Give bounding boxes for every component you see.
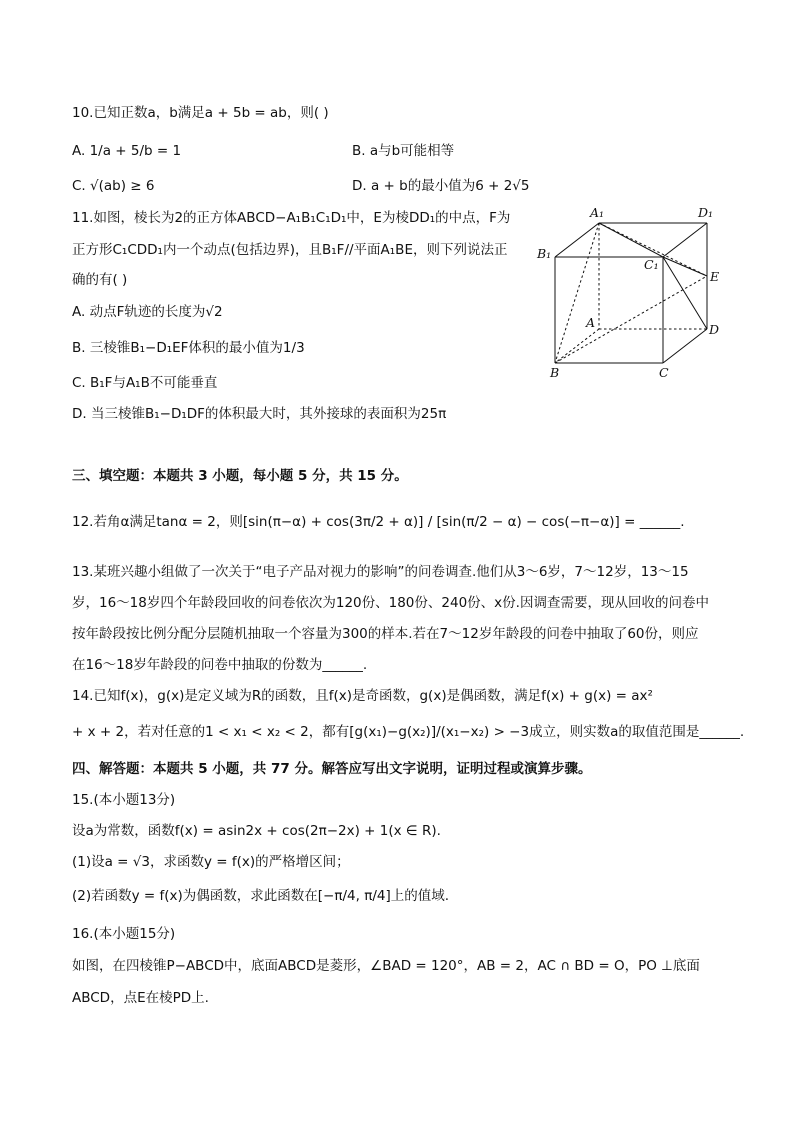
q14-line2: + x + 2，若对任意的1 < x₁ < x₂ < 2，都有[g(x₁)−g(x₂)]/(x₁−x₂) > −3成立，则实数a的取值范围是______. [72,724,745,740]
q13-line1: 13.某班兴趣小组做了一次关于“电子产品对视力的影响”的问卷调查.他们从3～6岁，7～12岁，13～15 [72,564,689,580]
q15-part2: (2)若函数y = f(x)为偶函数，求此函数在[−π/4, π/4]上的值域. [72,888,450,904]
q11-option-d: D. 当三棱锥B₁−D₁DF的体积最大时，其外接球的表面积为25π [72,406,447,422]
cube-figure [530,200,730,385]
q10-stem: 10.已知正数a，b满足a + 5b = ab，则( ) [72,105,329,121]
q16-stem-line2: ABCD，点E在棱PD上. [72,990,209,1006]
q10-option-c: C. √(ab) ≥ 6 [72,178,155,194]
edge-c-d [663,329,707,363]
q16-heading: 16.(本小题15分) [72,926,176,942]
q11-stem-line3: 确的有( ) [72,272,128,288]
q15-stem: 设a为常数，函数f(x) = asin2x + cos(2π−2x) + 1(x ∈ R). [72,823,441,839]
q10-option-a: A. 1/a + 5/b = 1 [72,143,182,159]
label-a: A [586,315,596,330]
section-fill-in-heading: 三、填空题：本题共 3 小题，每小题 5 分，共 15 分。 [72,468,408,484]
q10-option-d: D. a + b的最小值为6 + 2√5 [352,178,530,194]
q13-line4: 在16～18岁年龄段的问卷中抽取的份数为______. [72,657,368,673]
q14-line1: 14.已知f(x)，g(x)是定义域为R的函数，且f(x)是奇函数，g(x)是偶函数，满足f(x) + g(x) = ax² [72,688,653,704]
label-c: C [659,365,669,380]
segment-c1-d [663,257,707,329]
q10-option-b: B. a与b可能相等 [352,143,455,159]
q15-part1: (1)设a = √3，求函数y = f(x)的严格增区间； [72,854,350,870]
q11-option-c: C. B₁F与A₁B不可能垂直 [72,375,218,391]
edge-c1-d1 [663,223,707,257]
label-b: B [550,365,560,380]
label-b1: B₁ [537,246,552,261]
q11-stem-line2: 正方形C₁CDD₁内一个动点(包括边界)，且B₁F//平面A₁BE，则下列说法正 [72,242,508,258]
label-d1: D₁ [698,205,714,220]
q15-heading: 15.(本小题13分) [72,792,176,808]
section-solution-heading: 四、解答题：本题共 5 小题，共 77 分。解答应写出文字说明，证明过程或演算步骤。 [72,761,592,777]
edge-b1-a1 [555,223,599,257]
label-a1: A₁ [590,205,605,220]
q13-line2: 岁，16～18岁四个年龄段回收的问卷依次为120份、180份、240份、x份.因调查需要，现从回收的问卷中 [72,595,709,611]
q11-stem-line1: 11.如图，棱长为2的正方体ABCD−A₁B₁C₁D₁中，E为棱DD₁的中点，F为 [72,210,511,226]
segment-a1-b [555,223,599,363]
q11-option-b: B. 三棱锥B₁−D₁EF体积的最小值为1/3 [72,340,305,356]
q12-stem: 12.若角α满足tanα = 2，则[sin(π−α) + cos(3π/2 + α)] / [sin(π/2 − α) − cos(−π−α)] = ______. [72,514,685,530]
segment-c1-e [663,257,707,276]
segment-b-e [555,276,707,363]
q16-stem-line1: 如图，在四棱锥P−ABCD中，底面ABCD是菱形，∠BAD = 120°，AB = 2，AC ∩ BD = O，PO ⊥底面 [72,958,700,974]
label-e: E [710,269,720,284]
label-c1: C₁ [644,257,659,272]
q13-line3: 按年龄段按比例分配分层随机抽取一个容量为300的样本.若在7～12岁年龄段的问卷中抽取了60份，则应 [72,626,699,642]
label-d: D [709,322,720,337]
edge-a-b [555,329,599,363]
q11-option-a: A. 动点F轨迹的长度为√2 [72,304,223,320]
